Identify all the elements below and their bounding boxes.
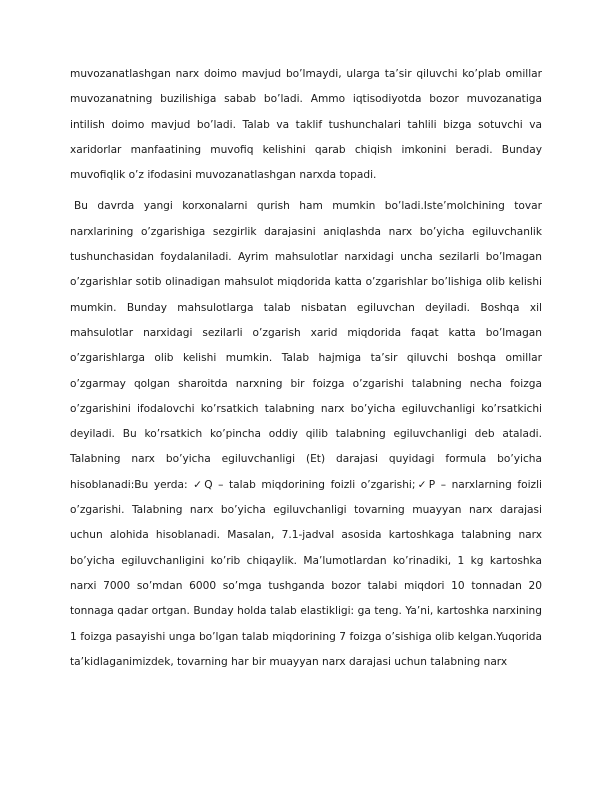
paragraph-2: Bu davrda yangi korxonalarni qurish ham mumkin bo’ladi.Iste’molchining tovar narxlarining o’zgarishiga sezgirlik darajasini aniqlashda narx bo’yicha egiluvchanlik tushunchasidan foydalaniladi. Ayrim mahsulotlar narxidagi uncha sezilarli bo’lmagan o’zgarishlar sotib olinadigan mahsulot miqdorida katta o’zgarishlar bo’lishiga olib kelishi mumkin. Bunday mahsulotlarga talab nisbatan egiluvchan deyiladi. Boshqa xil mahsulotlar narxidagi sezilarli o’zgarish xarid miqdorida faqat katta bo’lmagan o’zgarishlarga olib kelishi mumkin. Talab hajmiga ta’sir qiluvchi boshqa omillar o’zgarmay qolgan sharoitda narxning bir foizga o’zgarishi talabning necha foizga o’zgarishini ifodalovchi ko’rsatkich talabning narx bo’yicha egiluvchanligi ko’rsatkichi deyiladi. Bu ko’rsatkich ko’pincha oddiy qilib talabning egiluvchanligi deb ataladi. Talabning narx bo’yicha egiluvchanligi (Et) darajasi quyidagi formula bo’yicha hisoblanadi:Bu yerda: ✓Q – talab miqdorining foizli o’zgarishi;✓P – narxlarning foizli o’zgarishi. Talabning narx bo’yicha egiluvchanligi tovarning muayyan narx darajasi uchun alohida hisoblanadi. Masalan, 7.1-jadval asosida kartoshkaga talabning narx bo’yicha egiluvchanligini ko’rib chiqaylik. Ma’lumotlardan ko’rinadiki, 1 kg kartoshka narxi 7000 so’mdan 6000 so’mga tushganda bozor talabi miqdori 10 tonnadan 20 tonnaga qadar ortgan. Bunday holda talab elastikligi: ga teng. Ya’ni, kartoshka narxining 1 foizga pasayishi unga bo’lgan talab miqdorining 7 foizga o’sishiga olib kelgan.Yuqorida ta’kidlaganimizdek, tovarning har bir muayyan narx darajasi uchun talabning narx (70, 200, 542, 668)
body-text (70, 62, 542, 675)
paragraph-1: muvozanatlashgan narx doimo mavjud bo’lmaydi, ularga ta’sir qiluvchi ko’plab omillar muvozanatning buzilishiga sabab bo’ladi. Ammo iqtisodiyotda bozor muvozanatiga intilish doimo mavjud bo’ladi. Talab va taklif tushunchalari tahlili bizga sotuvchi va xaridorlar manfaatining muvofiq kelishini qarab chiqish imkonini beradi. Bunday muvofiqlik o’z ifodasini muvozanatlashgan narxda topadi. (70, 68, 542, 182)
